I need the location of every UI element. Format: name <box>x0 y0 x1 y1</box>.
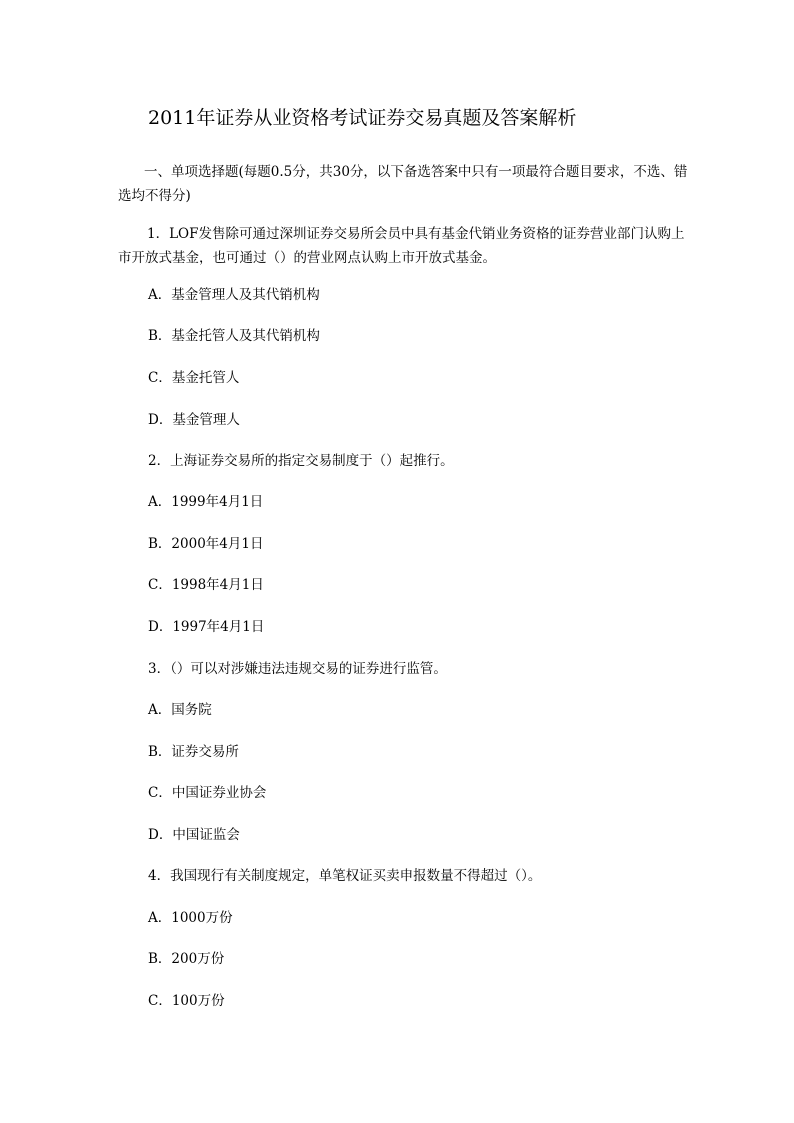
document-title: 2011年证券从业资格考试证券交易真题及答案解析 <box>148 107 577 129</box>
question-3-option-b: B．证券交易所 <box>148 744 239 760</box>
question-2-option-a: A．1999年4月1日 <box>148 494 264 510</box>
question-4-option-b: B．200万份 <box>148 951 225 967</box>
question-1-option-b: B．基金托管人及其代销机构 <box>148 328 320 344</box>
question-4-option-a: A．1000万份 <box>148 910 233 926</box>
question-2-option-d: D．1997年4月1日 <box>148 619 265 635</box>
question-2-option-c: C．1998年4月1日 <box>148 577 264 593</box>
question-2-stem: 2．上海证券交易所的指定交易制度于（）起推行。 <box>148 453 454 469</box>
section-heading: 一、单项选择题(每题0.5分，共30分，以下备选答案中只有一项最符合题目要求，不选、错选均不得分) <box>118 164 688 204</box>
question-1-option-d: D．基金管理人 <box>148 412 240 428</box>
question-3-option-a: A．国务院 <box>148 702 212 718</box>
question-3-stem: 3．（）可以对涉嫌违法违规交易的证券进行监管。 <box>148 661 447 677</box>
question-1-option-a: A．基金管理人及其代销机构 <box>148 287 320 303</box>
question-2-option-b: B．2000年4月1日 <box>148 536 264 552</box>
question-3-option-d: D．中国证监会 <box>148 827 240 843</box>
question-1-option-c: C．基金托管人 <box>148 370 240 386</box>
question-3-option-c: C．中国证券业协会 <box>148 785 267 801</box>
question-1-stem: 1．LOF发售除可通过深圳证券交易所会员中具有基金代销业务资格的证券营业部门认购上市开放式基金，也可通过（）的营业网点认购上市开放式基金。 <box>118 226 685 266</box>
question-4-option-c: C．100万份 <box>148 993 225 1009</box>
question-4-stem: 4．我国现行有关制度规定，单笔权证买卖申报数量不得超过（）。 <box>148 868 542 884</box>
